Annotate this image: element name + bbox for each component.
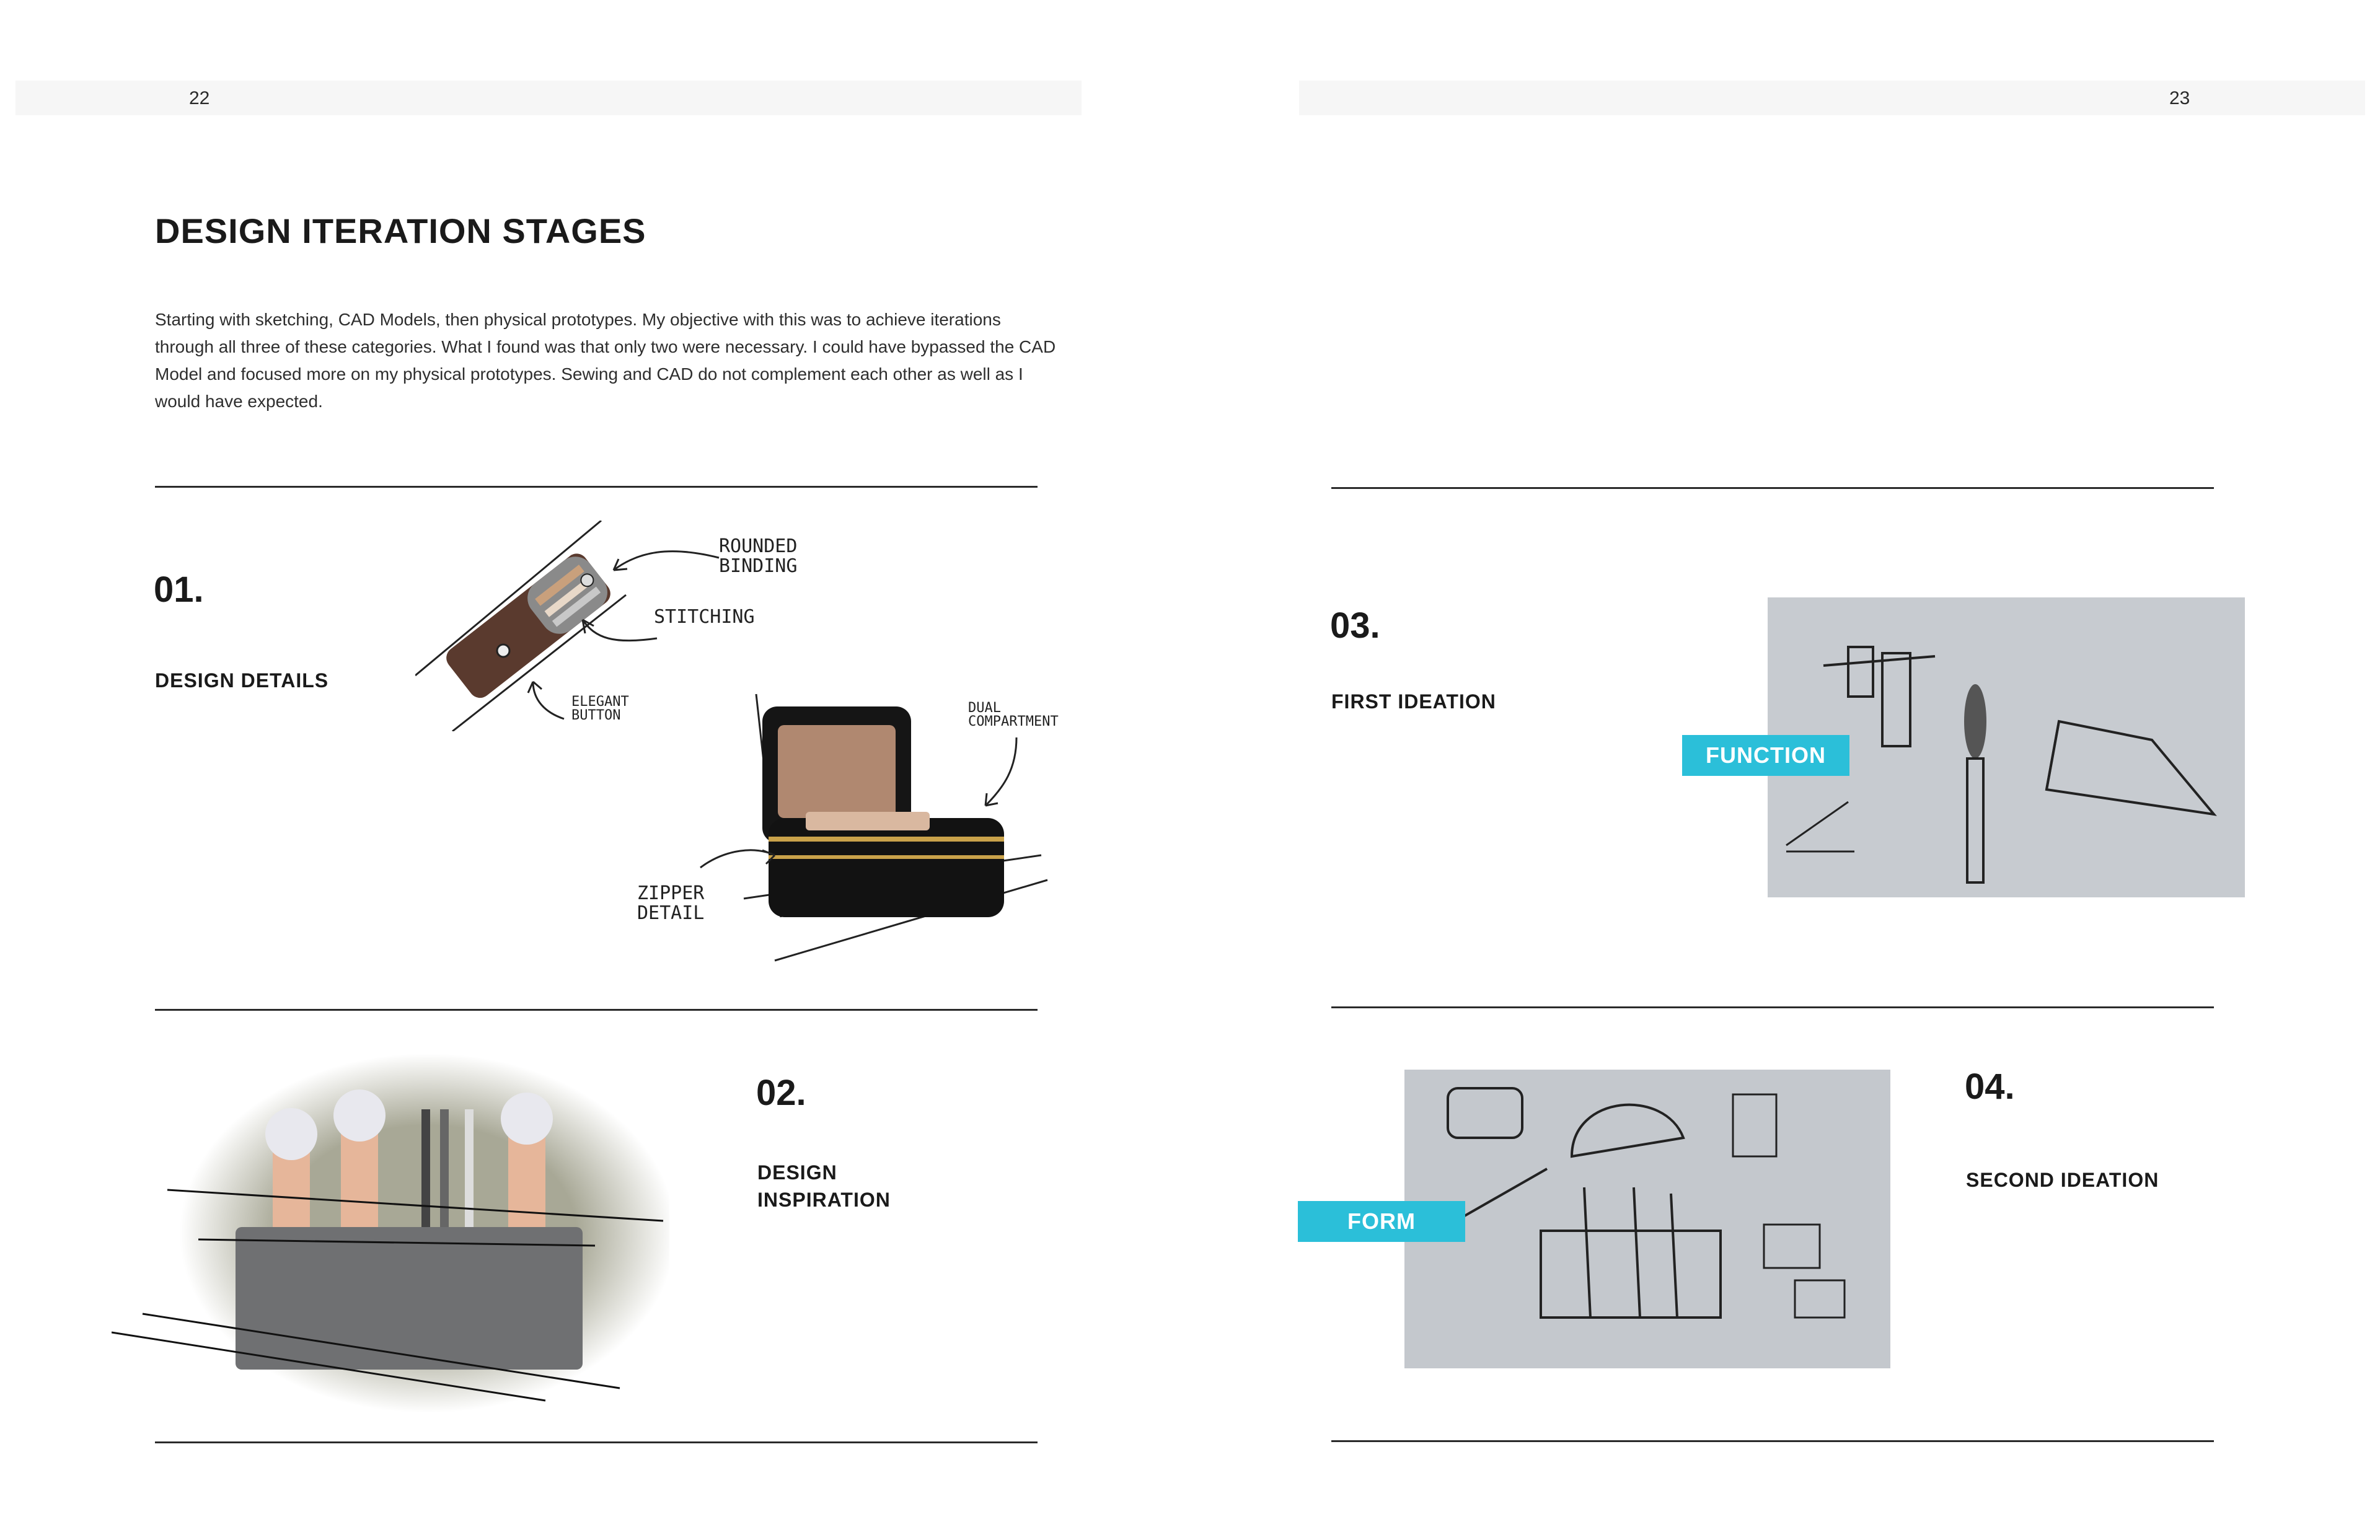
divider-left-1	[155, 486, 1038, 488]
section-02-label-line1: DESIGN	[757, 1161, 837, 1184]
annotation-elegant-button: ELEGANT BUTTON	[571, 694, 629, 723]
page-title: DESIGN ITERATION STAGES	[155, 211, 646, 250]
section-02-number: 02.	[756, 1073, 806, 1113]
section-04-label: SECOND IDEATION	[1966, 1169, 2159, 1191]
form-tag: FORM	[1298, 1201, 1465, 1242]
section-02-label-line2: INSPIRATION	[757, 1189, 891, 1211]
section-04-number: 04.	[1965, 1067, 2015, 1107]
intro-paragraph: Starting with sketching, CAD Models, then physical prototypes. My objective with this was to achieve iterations through all three of these categories. What I found was that only two were necessary. I could have bypassed the CAD Model and focused more on my physical prototypes. Sewing and CAD do not complement each other as well as I would have expected.	[155, 310, 1056, 411]
section-03-label: FIRST IDEATION	[1331, 690, 1496, 713]
left-page-header-bar	[15, 81, 1082, 115]
annotation-zipper-detail: ZIPPER DETAIL	[637, 882, 705, 924]
section-03-number: 03.	[1330, 605, 1380, 646]
divider-right-1	[1331, 487, 2214, 489]
left-page-number: 22	[189, 88, 210, 108]
divider-left-2	[155, 1009, 1038, 1011]
annotation-dual-compartment: DUAL COMPARTMENT	[968, 700, 1059, 729]
function-tag: FUNCTION	[1682, 735, 1849, 776]
divider-left-3	[155, 1441, 1038, 1443]
right-page-number: 23	[2169, 88, 2190, 108]
annotation-rounded-binding: ROUNDED BINDING	[719, 535, 798, 577]
second-ideation-sketch-photo	[1404, 1070, 1890, 1368]
annotation-stitching: STITCHING	[654, 606, 755, 628]
design-inspiration-photo	[112, 1041, 669, 1413]
section-01-label: DESIGN DETAILS	[155, 669, 329, 692]
section-01-number: 01.	[154, 570, 204, 610]
right-page-header-bar	[1299, 81, 2365, 115]
annotation-arrows-2	[669, 713, 1041, 899]
divider-right-2	[1331, 1006, 2214, 1008]
divider-right-3	[1331, 1440, 2214, 1442]
